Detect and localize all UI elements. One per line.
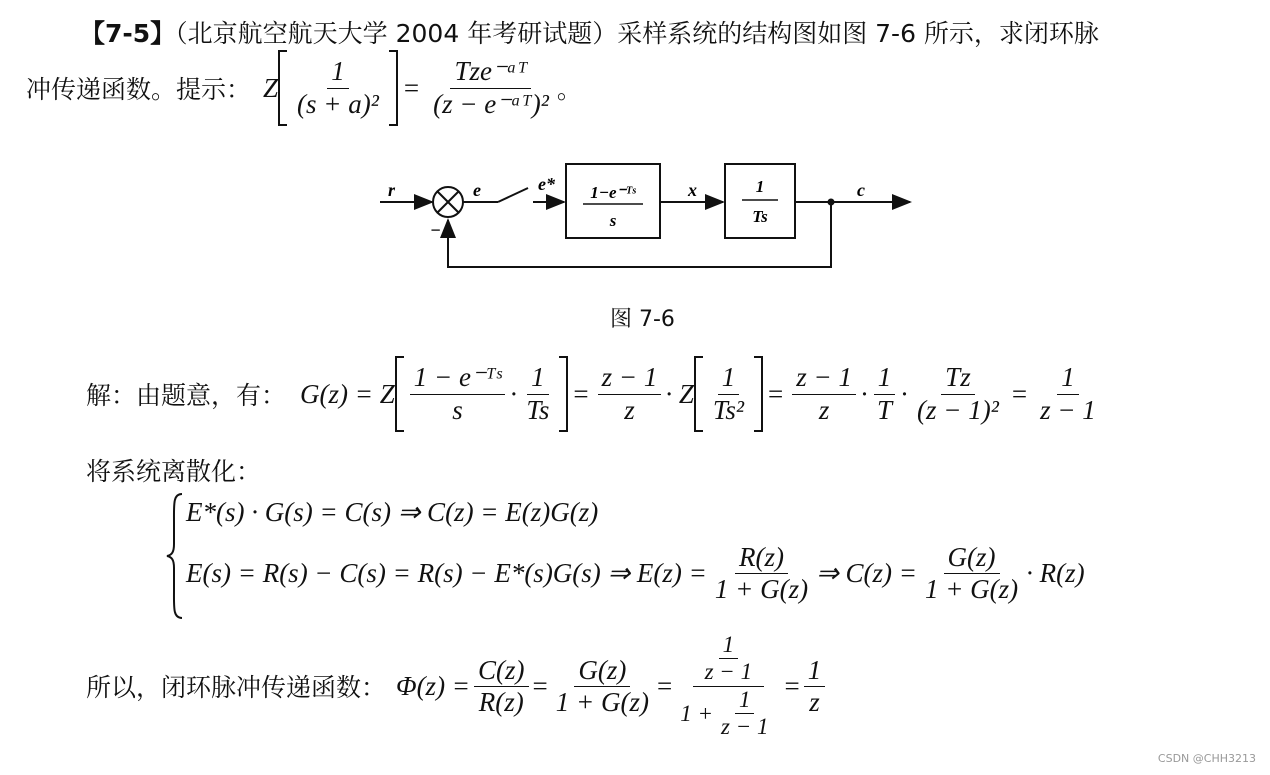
system-line-1: E*(s) · G(s) = C(s) ⇒ C(z) = E(z)G(z) [186,497,599,527]
conclusion-label: 所以，闭环脉冲传递函数： [86,673,387,703]
sys2-num: R(z) [735,542,788,574]
hint-end: 。 [556,75,582,104]
g-f1-num: 1 − e⁻ᵀˢ [410,362,506,394]
phi-lhs: Φ(z) = [396,670,471,701]
plant-block [725,164,795,238]
zoh-denominator: s [609,211,617,230]
g-f2-den: Ts [526,394,550,425]
label-x: x [688,180,697,200]
watermark: CSDN @CHH3213 [1157,752,1256,765]
hint-rhs-den: (z − e⁻ᵃᵀ)² [433,88,549,119]
phi-f3-top-num: 1 [719,632,739,659]
hint-z: Z [263,72,279,103]
label-r: r [388,180,396,200]
summing-junction [433,187,463,217]
system-brace [164,492,186,620]
plant-numerator: 1 [755,177,765,196]
zoh-numerator: 1−e⁻ᵀˢ [590,183,636,202]
label-e: e [473,180,481,200]
block-diagram [370,160,930,280]
g-eq3a-den: z [818,394,830,425]
phi-res-den: z [809,686,820,717]
g-eq3a-num: z − 1 [792,362,856,394]
label-e-star: e* [538,174,555,194]
g-bracket-2 [694,356,763,432]
g-eq3b-num: 1 [874,362,896,394]
label-minus: − [430,220,441,240]
phi-complex-fraction [676,632,780,741]
g-eq3b-den: T [877,394,893,425]
g-eq3c-num: Tz [941,362,975,394]
problem-tag: 【7-5】 [80,19,176,48]
phi-f3-top-den: z − 1 [704,659,753,685]
problem-source: （北京航空航天大学 2004 年考研试题） [175,19,618,48]
hint-lhs-den: (s + a)² [297,88,379,119]
hint-rhs-num: Tze⁻ᵃᵀ [450,56,531,88]
figure-caption: 图 7-6 [610,307,675,332]
solution-intro: 解：由题意，有： [86,381,287,410]
plant-denominator: Ts [752,207,768,226]
sys2-lhs: E(s) = R(s) − C(s) = R(s) − E*(s)G(s) ⇒ E(z) = [186,558,707,589]
discretize-label: 将系统离散化： [86,457,262,486]
sys2-end: · R(z) [1026,558,1085,589]
phi-f1-num: C(z) [474,655,529,687]
g-eq2-num: z − 1 [598,362,662,394]
g-f3-den: Ts² [712,394,745,425]
g-eq-2: = [768,378,784,409]
phi-f3-bot-prefix: 1 + [680,700,713,726]
g-res-den: z − 1 [1040,394,1096,425]
g-f3-num: 1 [718,362,740,394]
hint-equals: = [403,72,420,103]
g-eq-1: = [573,378,589,409]
sys2-den: 1 + G(z) [714,574,809,605]
phi-f2-num: G(z) [574,655,630,687]
g-eq2-den: z [624,394,635,425]
sys2-den2: 1 + G(z) [924,574,1019,605]
g-f2-num: 1 [527,362,549,394]
sys2-num2: G(z) [944,542,1000,574]
g-eq3c-den: (z − 1)² [917,394,999,425]
system-line-2 [186,542,1085,605]
g-eq-3: = [1011,378,1028,409]
sampler-switch [498,188,528,202]
g-z: · Z [665,378,694,409]
g-lhs: G(z) = Z [300,378,395,409]
solution-g-line: 解：由题意，有： G(z) = Z $\frac{\text{1 − e⁻ᵀˢ}}{s}$ · $\frac{1}{Ts}$ = $\frac{z - 1}{z}$ · Z $\frac{1}{\text{Ts²}}$ = $\frac{z - 1}{z}$ · $\frac{1}{T}$ · $\frac{Tz}{\text{(z − 1)²}}$ = $\frac{1}{z - 1}$ [86,356,1104,432]
sys2-mid: ⇒ C(z) = [816,558,917,589]
g-bracket-1: $\frac{\text{1 − e⁻ᵀˢ}}{s}$ · $\frac{1}{Ts}$ [395,356,569,432]
phi-f1-den: R(z) [478,686,524,717]
problem-line-1 [80,14,1099,50]
phi-res-num: 1 [804,655,826,687]
phi-line: 所以，闭环脉冲传递函数： Φ(z) = $\frac{C(z)}{R(z)}$ = $\frac{G(z)}{1 + G(z)}$ = $\frac{1}{z - 1}$ 1 + $\frac{1}{z - 1}$ = $\frac{1}{z}$ [86,632,829,741]
hint-bracket [278,50,398,126]
label-c: c [857,180,865,200]
phi-f3-bot-num: 1 [735,687,755,714]
g-res-num: 1 [1057,362,1079,394]
phi-f3-bot-den: z − 1 [721,714,769,740]
phi-f2-den: 1 + G(z) [555,686,649,717]
g-f1-den: s [452,394,463,425]
problem-text-2: 冲传递函数。提示： [26,75,252,104]
problem-text-1: 采样系统的结构图如图 7-6 所示，求闭环脉 [617,19,1099,48]
problem-line-2 [26,50,582,126]
hint-lhs-num: 1 [327,56,349,88]
